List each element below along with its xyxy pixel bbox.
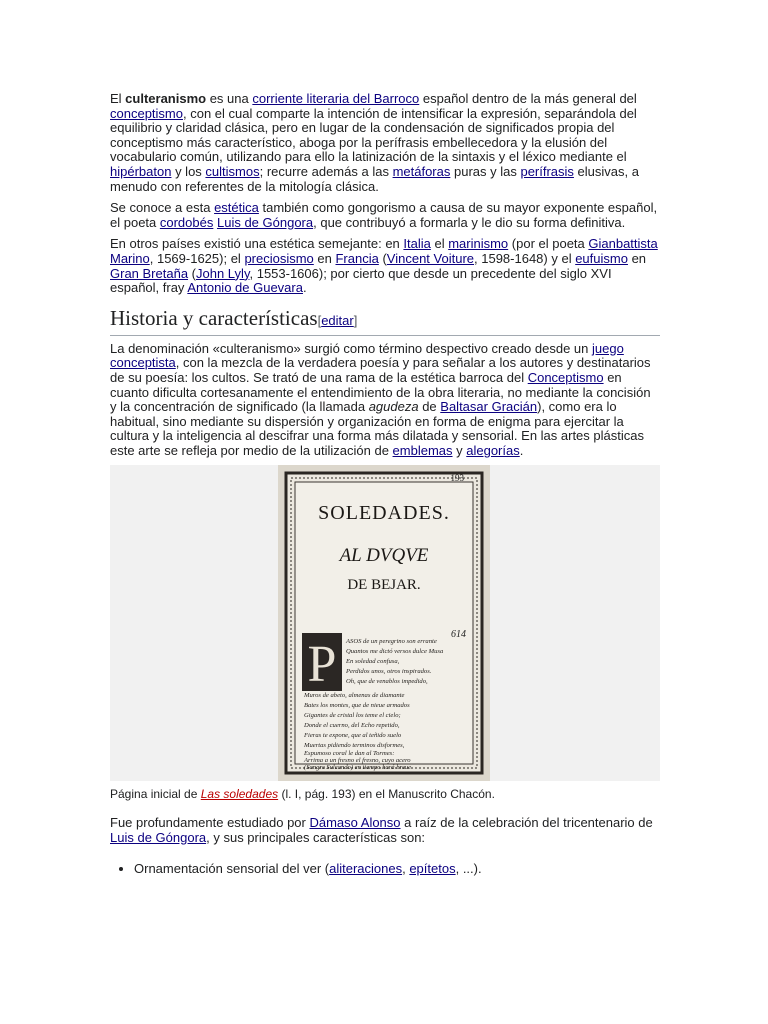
text: es una [206,91,253,106]
poem-line: Muertas pidiendo terminos disformes, [304,742,405,750]
paragraph-intro [110,92,660,194]
link-gianbattista-marino[interactable]: Gianbattista Marino [110,236,658,266]
edit-section [318,313,358,328]
link-cultismos[interactable]: cultismos [205,163,260,179]
link-vincent-voiture[interactable]: Vincent Voiture [386,250,475,266]
link-marinismo[interactable]: marinismo [448,236,509,252]
link-emblemas[interactable]: emblemas [392,442,453,458]
link-juego-conceptista[interactable]: juego conceptista [110,340,624,371]
folio-number: 614 [451,629,466,641]
text: Se conoce a esta [110,200,215,216]
text: ), como era lo habitual, sino mediante su dispersión y organización en forma de enigma para ejercitar la cultura y la inteligencia al descifrar una forma más dilatada y sensorial. En las artes plásticas este arte se refleja por medio de la utilización de [110,399,644,458]
link-alegorias[interactable]: alegorías [466,442,520,458]
text: a raíz de la celebración del tricentenario de [400,815,653,831]
link-damaso-alonso[interactable]: Dámaso Alonso [309,815,401,831]
poem-line: Muros de abeto, almenas de diamante [304,692,405,700]
manuscript-line2: AL DVQVE [339,545,429,567]
text: , 1598-1648) y el [474,250,576,266]
text: ( [378,250,387,266]
list-item [134,861,660,876]
poem-line: (Sangre Sulcando) en tiempo hará breue [304,764,412,772]
text: La denominación «culteranismo» surgió como término despectivo creado desde un [110,340,593,356]
bracket: [ [317,312,322,328]
poem-line: Gigantes de cristal los teme el cielo; [304,712,401,720]
text: en [627,250,647,266]
text: , con la mezcla de la verdadera poesía y para señalar a los autores y destinatarios de su poesía: los cultos. Se trató de una rama de la estética barroca del [110,355,651,385]
text: El [110,91,126,106]
link-preciosismo[interactable]: preciosismo [244,250,314,266]
link-eufuismo[interactable]: eufuismo [575,250,628,266]
link-conceptismo-2[interactable]: Conceptismo [527,369,604,385]
text: , y sus principales características son: [206,829,426,845]
text: Fue profundamente estudiado por [110,815,310,831]
section-heading [110,306,660,336]
text: , que contribuyó a formarla y le dio su forma definitiva. [313,214,626,230]
text: y los [171,163,206,179]
figure-manuscript [110,465,660,781]
link-perifrasis[interactable]: perífrasis [520,163,574,179]
text: , con el cual comparte la intención de intensificar la expresión, separándola del equilibrio y claridad clásica, pero en lugar de la condensación de significados propia del conceptismo más característico, aboga por la perífrasis embellecedora y la elusión del vocabulario común, utilizando para ello la latinización de la sintaxis y el léxico mediante el [110,105,637,165]
text: y [452,442,467,458]
text: , 1569-1625); el [149,250,245,266]
text: en [313,250,336,266]
text: ; recurre además a las [259,163,393,179]
link-estetica[interactable]: estética [214,200,259,216]
poem-line: Perdidos unos, otros inspirados. [346,668,432,676]
figure-caption [110,787,660,802]
poem-line: Arrima a un fresno el fresno, cuyo acero [304,757,411,765]
poem-line: En soledad confusa, [346,658,400,666]
text: En otros países existió una estética semejante: en [110,236,404,252]
text: Página inicial de [110,787,201,802]
poem-line: Oh, que de venablos impedido, [346,678,428,686]
text: puras y las [450,163,521,179]
manuscript-title: SOLEDADES. [318,502,450,525]
link-epitetos[interactable]: epítetos [409,861,456,877]
text: elusivas, a menudo con referentes de la mitología clásica. [110,163,639,194]
link-cordobes[interactable]: cordobés [159,214,214,230]
bracket: ] [353,312,358,328]
page-number: 193 [450,473,464,484]
text: , ...). [455,861,482,877]
paragraph-damaso [110,816,660,845]
bold-term: culteranismo [125,91,207,106]
text: (l. I, pág. 193) en el Manuscrito Chacón. [278,787,495,802]
link-hiperbaton[interactable]: hipérbaton [110,163,172,179]
paragraph-otros-paises [110,237,660,295]
poem-line: Bates los montes, que de nieue armados [304,702,410,710]
poem-line: Quantos me dictó versos dulce Musa [346,648,444,656]
manuscript-line3: DE BEJAR. [347,577,421,594]
link-aliteraciones[interactable]: aliteraciones [329,861,403,877]
link-metaforas[interactable]: metáforas [392,163,451,179]
text: , 1553-1606); por cierto que desde un precedente del siglo XVI español, fray [110,265,612,296]
link-conceptismo[interactable]: conceptismo [110,105,183,121]
text: (por el poeta [508,236,589,252]
text: Ornamentación sensorial del ver ( [134,861,330,877]
paragraph-historia [110,342,660,459]
text: el [430,236,449,252]
heading-title: Historia y características [110,305,318,330]
text: . [302,280,307,296]
link-baltasar-gracian[interactable]: Baltasar Gracián [440,399,538,415]
link-antonio-de-guevara[interactable]: Antonio de Guevara [187,280,303,296]
poem-line: Donde el cuerno, del Echo repetido, [304,722,400,730]
text: ( [188,265,196,281]
link-francia[interactable]: Francia [335,250,379,266]
poem-line: Espumoso coral le dan al Tormes: [304,750,395,758]
link-luis-de-gongora-2[interactable]: Luis de Góngora [110,829,207,845]
poem-line: ASOS de un peregrino son errante [346,638,437,646]
italic-term: agudeza [368,399,419,415]
text: también como gongorismo a causa de su mayor exponente español, el poeta [110,200,658,230]
link-italia[interactable]: Italia [403,236,431,252]
link-gran-bretana[interactable]: Gran Bretaña [110,265,189,281]
text: de [418,399,441,415]
article-content [110,92,660,880]
link-las-soledades[interactable]: Las soledades [200,787,279,802]
manuscript-image[interactable] [278,465,490,781]
text: español dentro de la más general del [419,91,637,106]
link-john-lyly[interactable]: John Lyly [196,265,250,281]
paragraph-gongorismo [110,201,660,230]
link-corriente-literaria[interactable]: corriente literaria del Barroco [252,91,420,106]
text: , [402,861,410,877]
drop-cap: P [307,636,337,694]
edit-link[interactable]: editar [321,312,354,328]
poem-line: Fieras te expone, que al teñido suelo [304,732,402,740]
link-luis-de-gongora[interactable]: Luis de Góngora [216,214,314,230]
text: en cuanto dificulta cortesanamente el entendimiento de la obra literaria, no mediante la concisión y la concentración de significado (la llamada [110,369,651,415]
text: . [519,442,524,458]
characteristics-list [110,861,660,876]
